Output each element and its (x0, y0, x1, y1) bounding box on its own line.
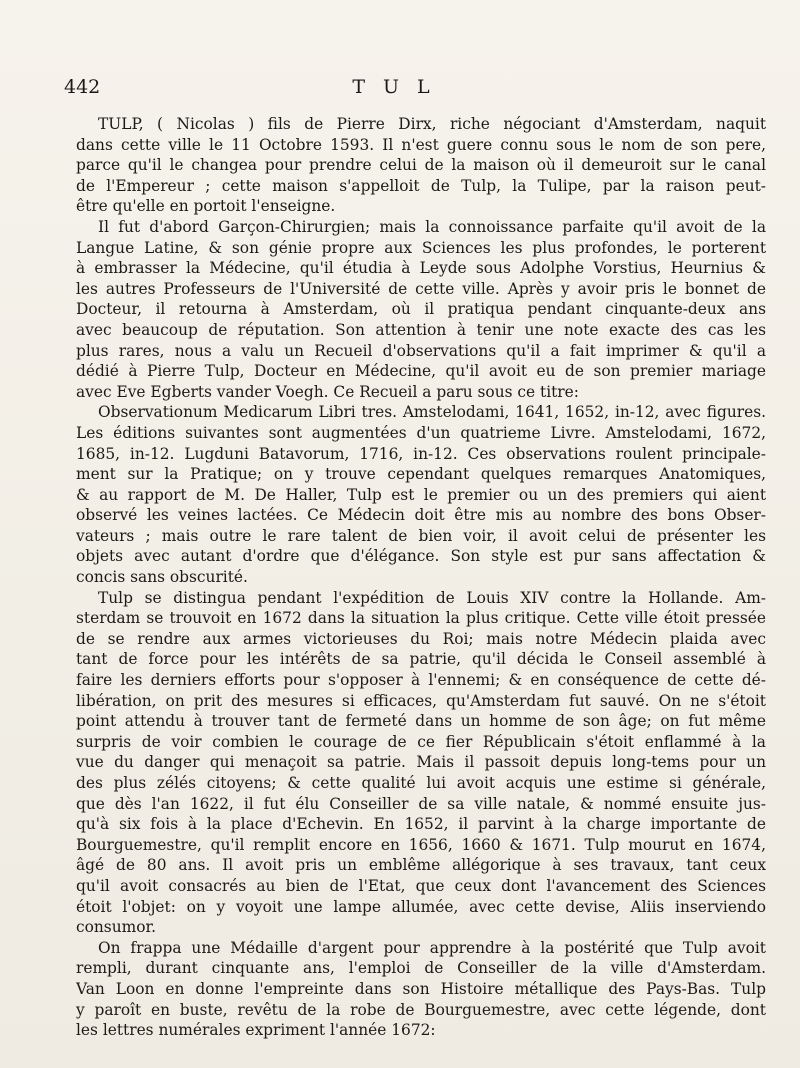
text-line: 1685, in-12. Lugduni Batavorum, 1716, in-12. Ces observations roulent principale- (76, 444, 766, 463)
text-line: faire les derniers efforts pour s'opposer à l'ennemi; & en conséquence de cette dé- (76, 671, 766, 690)
text-line: avec beaucoup de réputation. Son attention à tenir une note exacte des cas les (76, 320, 766, 339)
text-line: Les éditions suivantes sont augmentées d'un quatrieme Livre. Amstelodami, 1672, (76, 423, 766, 442)
text-line: à embrasser la Médecine, qu'il étudia à Leyde sous Adolphe Vorstius, Heurnius & (76, 259, 766, 278)
text-line: que dès l'an 1622, il fut élu Conseiller de sa ville natale, & nommé ensuite jus- (76, 794, 766, 813)
text-line: Van Loon en donne l'empreinte dans son Histoire métallique des Pays-Bas. Tulp (76, 979, 766, 998)
text-line: Il fut d'abord Garçon-Chirurgien; mais la connoissance parfaite qu'il avoit de la (98, 217, 766, 236)
text-line: être qu'elle en portoit l'enseigne. (76, 197, 336, 216)
text-line: parce qu'il le changea pour prendre celui de la maison où il demeuroit sur le canal (76, 156, 766, 175)
text-line: ment sur la Pratique; on y trouve cependant quelques remarques Anatomiques, (76, 465, 766, 484)
text-line: objets avec autant d'ordre que d'élégance. Son style est pur sans affectation & (76, 547, 766, 566)
text-line: TULP, ( Nicolas ) fils de Pierre Dirx, riche négociant d'Amsterdam, naquit (98, 115, 766, 133)
text-line: âgé de 80 ans. Il avoit pris un emblême allégorique à ses travaux, tant ceux (76, 856, 766, 875)
text-line: de l'Empereur ; cette maison s'appelloit de Tulp, la Tulipe, par la raison peut- (76, 176, 766, 195)
text-line: Bourguemestre, qu'il remplit encore en 1656, 1660 & 1671. Tulp mourut en 1674, (76, 835, 766, 854)
text-line: Tulp se distingua pendant l'expédition de Louis XIV contre la Hollande. Am- (98, 588, 766, 607)
text-line: de se rendre aux armes victorieuses du Roi; mais notre Médecin plaida avec (76, 629, 766, 648)
text-line: On frappa une Médaille d'argent pour apprendre à la postérité que Tulp avoit (98, 938, 766, 957)
text-line: sterdam se trouvoit en 1672 dans la situation la plus critique. Cette ville étoit pressée (76, 609, 766, 628)
text-line: les autres Professeurs de l'Université de cette ville. Après y avoir pris le bonnet de (76, 279, 766, 298)
text-line: Docteur, il retourna à Amsterdam, où il pratiqua pendant cinquante-deux ans (76, 300, 766, 319)
text-line: qu'il avoit consacrés au bien de l'Etat, que ceux dont l'avancement des Sciences (76, 876, 766, 895)
text-line: dédié à Pierre Tulp, Docteur en Médecine, qu'il avoit eu de son premier mariage (76, 362, 766, 381)
text-line: Observationum Medicarum Libri tres. Amstelodami, 1641, 1652, in-12, avec figures. (98, 403, 766, 422)
text-line: Langue Latine, & son génie propre aux Sciences les plus profondes, le porterent (76, 238, 766, 257)
article-text (76, 114, 766, 1041)
text-line: des plus zélés citoyens; & cette qualité lui avoit acquis une estime si générale, (76, 774, 766, 792)
text-line: tant de force pour les intérêts de sa patrie, qu'il décida le Conseil assemblé à (76, 650, 766, 669)
text-line: y paroît en buste, revêtu de la robe de Bourguemestre, avec cette légende, dont (76, 1000, 766, 1019)
page-header (0, 76, 800, 104)
text-line: vateurs ; mais outre le rare talent de bien voir, il avoit celui de présenter les (76, 526, 766, 545)
page-number: 442 (64, 76, 101, 98)
text-line: concis sans obscurité. (76, 568, 248, 587)
text-line: plus rares, nous a valu un Recueil d'observations qu'il a fait imprimer & qu'il a (76, 341, 766, 360)
text-line: avec Eve Egberts vander Voegh. Ce Recueil a paru sous ce titre: (76, 382, 579, 401)
text-line: point attendu à trouver tant de fermeté dans un homme de son âge; on fut même (76, 712, 766, 731)
text-line: rempli, durant cinquante ans, l'emploi de Conseiller de la ville d'Amsterdam. (76, 959, 766, 978)
text-line: dans cette ville le 11 Octobre 1593. Il n'est guere connu sous le nom de son pere, (76, 135, 766, 154)
text-line: & au rapport de M. De Haller, Tulp est le premier ou un des premiers qui aient (76, 485, 766, 504)
running-head: TUL (352, 76, 448, 98)
text-line: vue du danger qui menaçoit sa patrie. Mais il passoit depuis long-tems pour un (76, 753, 766, 772)
text-line: les lettres numérales expriment l'année 1672: (76, 1021, 436, 1040)
text-line: surpris de voir combien le courage de ce fier Républicain s'étoit enflammé à la (76, 732, 766, 751)
text-line: qu'à six fois à la place d'Echevin. En 1652, il parvint à la charge importante de (76, 815, 766, 834)
text-line: étoit l'objet: on y voyoit une lampe allumée, avec cette devise, Aliis inserviendo (76, 897, 766, 916)
text-line: observé les veines lactées. Ce Médecin doit être mis au nombre des bons Obser- (76, 506, 766, 525)
text-line: libération, on prit des mesures si efficaces, qu'Amsterdam fut sauvé. On ne s'étoit (76, 691, 766, 710)
text-line: consumor. (76, 918, 157, 937)
